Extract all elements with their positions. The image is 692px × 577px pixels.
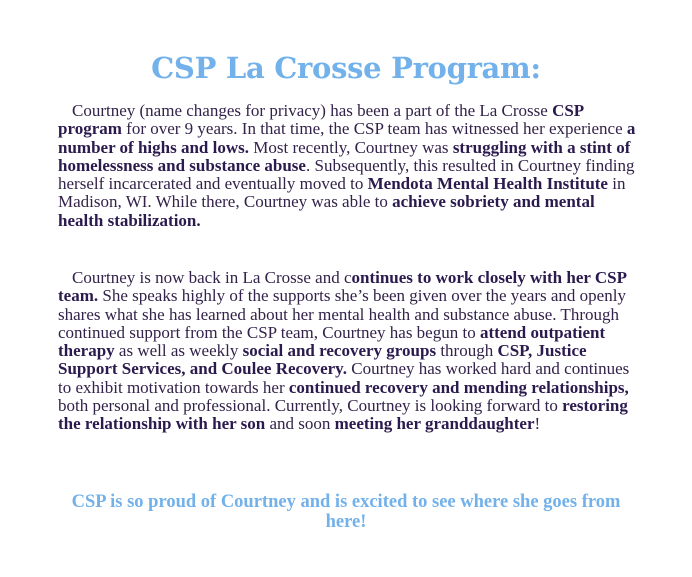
body-text: through [436, 341, 498, 361]
emphasized-text: attend outpatient therapy [58, 322, 606, 361]
emphasized-text: a number of highs and lows. [58, 119, 636, 157]
emphasized-text: CSP program [58, 101, 584, 139]
body-text: Courtney has worked hard and continues to exhibit motivation towards her [58, 359, 630, 397]
emphasized-text: struggling with a stint of homelessness and substance abuse [58, 137, 631, 175]
emphasized-text: continued recovery and mending relationships, [288, 377, 629, 397]
page-title: CSP La Crosse Program: [151, 51, 541, 85]
body-text: in Madison, WI. While there, Courtney was able to [58, 174, 626, 212]
emphasized-text: CSP, Justice Support Services, and Coulee Recovery. [58, 341, 587, 379]
emphasized-text: restoring the relationship with her son [58, 396, 628, 434]
body-text: She speaks highly of the supports she’s been given over the years and openly shares what she has learned about her mental health and substance abuse. Through continued support from the CSP team, Courtney has begun to [58, 286, 626, 342]
emphasized-text: achieve sobriety and mental health stabilization. [58, 192, 595, 230]
emphasized-text: meeting her granddaughter [334, 414, 535, 434]
emphasized-text: Mendota Mental Health Institute [367, 174, 608, 194]
emphasized-text: social and recovery groups [242, 341, 437, 361]
story-paragraph-1 [58, 102, 642, 230]
body-text: for over 9 years. In that time, the CSP team has witnessed her experience [121, 119, 627, 139]
body-text: both personal and professional. Currently, Courtney is looking forward to [58, 396, 563, 416]
body-text: as well as weekly [114, 341, 243, 361]
body-text: Courtney is now back in La Crosse and c [72, 268, 352, 287]
body-text: Most recently, Courtney was [249, 137, 453, 157]
body-text: ! [534, 414, 541, 434]
emphasized-text: ontinues to work closely with her CSP team. [58, 268, 627, 306]
body-text: Courtney (name changes for privacy) has been a part of the La Crosse [72, 101, 553, 120]
closing-statement: CSP is so proud of Courtney and is excited to see where she goes from here! [71, 492, 621, 532]
body-text: . Subsequently, this resulted in Courtney finding herself incarcerated and eventually moved to [58, 155, 635, 194]
story-paragraph-2 [58, 269, 642, 434]
body-text: and soon [265, 414, 335, 434]
